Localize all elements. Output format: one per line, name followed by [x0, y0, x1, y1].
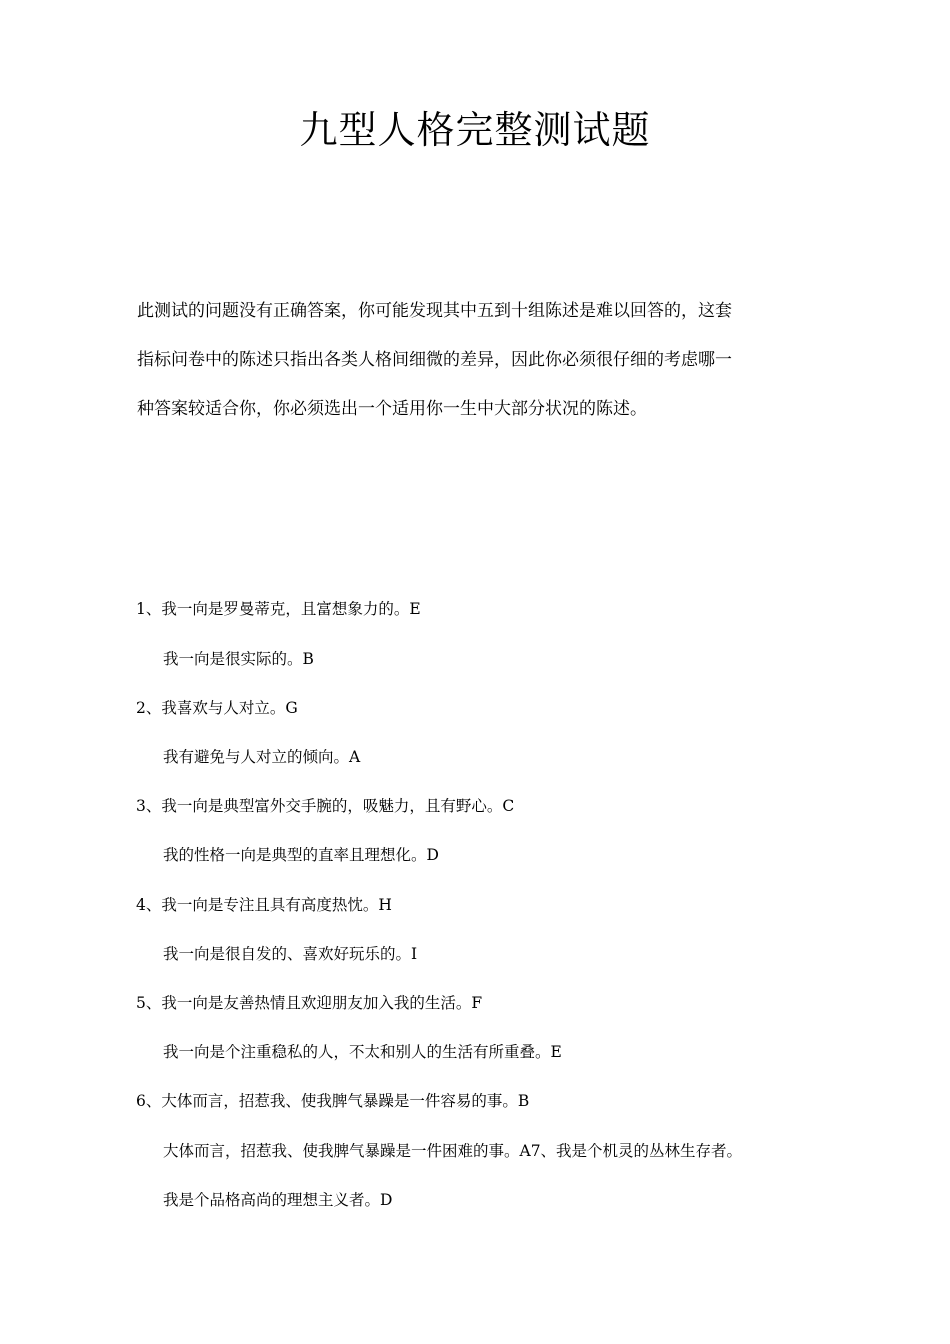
intro-line-2: 指标问卷中的陈述只指出各类人格间细微的差异，因此你必须很仔细的考虑哪一: [137, 350, 732, 370]
question-5-option-a: 5、我一向是友善热情且欢迎朋友加入我的生活。F: [136, 994, 483, 1012]
question-2-option-b: 我有避免与人对立的倾向。A: [163, 748, 361, 766]
document-title: 九型人格完整测试题: [299, 108, 651, 152]
question-1-option-a: 1、我一向是罗曼蒂克，且富想象力的。E: [136, 600, 421, 618]
question-3-option-a: 3、我一向是典型富外交手腕的，吸魅力，且有野心。C: [136, 797, 515, 815]
question-3-option-b: 我的性格一向是典型的直率且理想化。D: [163, 846, 439, 864]
question-4-option-b: 我一向是很自发的、喜欢好玩乐的。I: [163, 945, 418, 963]
question-2-option-a: 2、我喜欢与人对立。G: [136, 699, 298, 717]
intro-line-1: 此测试的问题没有正确答案，你可能发现其中五到十组陈述是难以回答的，这套: [137, 301, 732, 321]
intro-line-3: 种答案较适合你，你必须选出一个适用你一生中大部分状况的陈述。: [137, 399, 647, 419]
question-5-option-b: 我一向是个注重稳私的人，不太和别人的生活有所重叠。E: [163, 1043, 562, 1061]
question-6-option-a: 6、大体而言，招惹我、使我脾气暴躁是一件容易的事。B: [136, 1092, 530, 1110]
question-4-option-a: 4、我一向是专注且具有高度热忱。H: [136, 896, 392, 914]
question-6-option-b: 大体而言，招惹我、使我脾气暴躁是一件困难的事。A7、我是个机灵的丛林生存者。: [163, 1142, 743, 1160]
question-1-option-b: 我一向是很实际的。B: [163, 650, 314, 668]
question-7-option-b: 我是个品格高尚的理想主义者。D: [163, 1191, 393, 1209]
